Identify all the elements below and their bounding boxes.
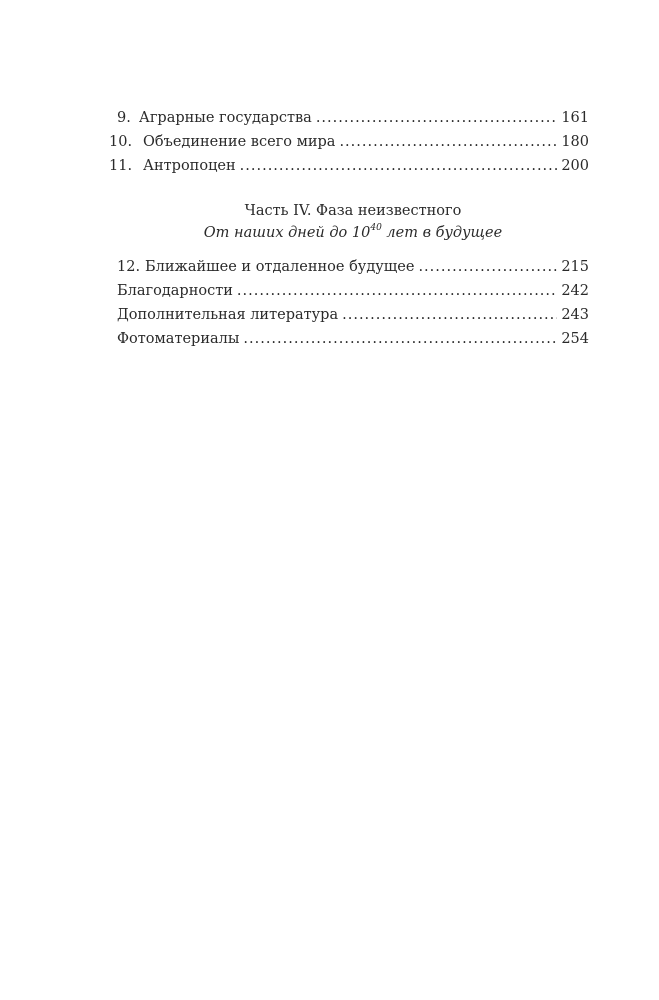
leader-dots bbox=[237, 279, 557, 303]
toc-group-2 bbox=[117, 255, 589, 351]
page-number: 215 bbox=[561, 259, 589, 275]
leader-dots bbox=[342, 303, 557, 327]
section-title: Фотоматериалы bbox=[117, 331, 240, 347]
part-subtitle-text: От наших дней до 10 bbox=[203, 225, 371, 241]
chapter-title: Ближайшее и отдаленное будущее bbox=[145, 259, 415, 275]
toc-entry[interactable] bbox=[117, 303, 589, 327]
leader-dots bbox=[316, 106, 558, 130]
page-number: 254 bbox=[561, 331, 589, 347]
page-number: 243 bbox=[561, 307, 589, 323]
part-subtitle-exponent: 40 bbox=[370, 223, 382, 234]
page-number: 161 bbox=[561, 110, 589, 126]
page-number: 200 bbox=[561, 158, 589, 174]
part-subtitle bbox=[117, 222, 589, 244]
chapter-title: Аграрные государства bbox=[138, 110, 312, 126]
toc-entry[interactable] bbox=[117, 106, 589, 130]
leader-dots bbox=[418, 255, 557, 279]
section-title: Дополнительная литература bbox=[117, 307, 339, 323]
page-number: 242 bbox=[561, 283, 589, 299]
page-number: 180 bbox=[561, 134, 589, 150]
leader-dots bbox=[243, 327, 557, 351]
toc-group-1 bbox=[109, 106, 589, 178]
leader-dots bbox=[240, 154, 558, 178]
chapter-number: 9. bbox=[117, 110, 131, 126]
toc-entry[interactable] bbox=[109, 130, 589, 154]
part-heading: Часть IV. Фаза неизвестного bbox=[244, 203, 462, 219]
chapter-number: 12. bbox=[117, 259, 141, 275]
part-heading-block bbox=[117, 200, 589, 244]
toc-entry[interactable] bbox=[117, 279, 589, 303]
chapter-title: Объединение всего мира bbox=[143, 134, 336, 150]
chapter-title: Антропоцен bbox=[143, 158, 236, 174]
toc-entry[interactable] bbox=[109, 154, 589, 178]
toc-entry[interactable] bbox=[117, 255, 589, 279]
chapter-number: 11. bbox=[109, 158, 133, 174]
part-subtitle-text-end: лет в будущее bbox=[381, 225, 503, 241]
chapter-number: 10. bbox=[109, 134, 133, 150]
toc-entry[interactable] bbox=[117, 327, 589, 351]
section-title: Благодарности bbox=[117, 283, 233, 299]
leader-dots bbox=[339, 130, 557, 154]
